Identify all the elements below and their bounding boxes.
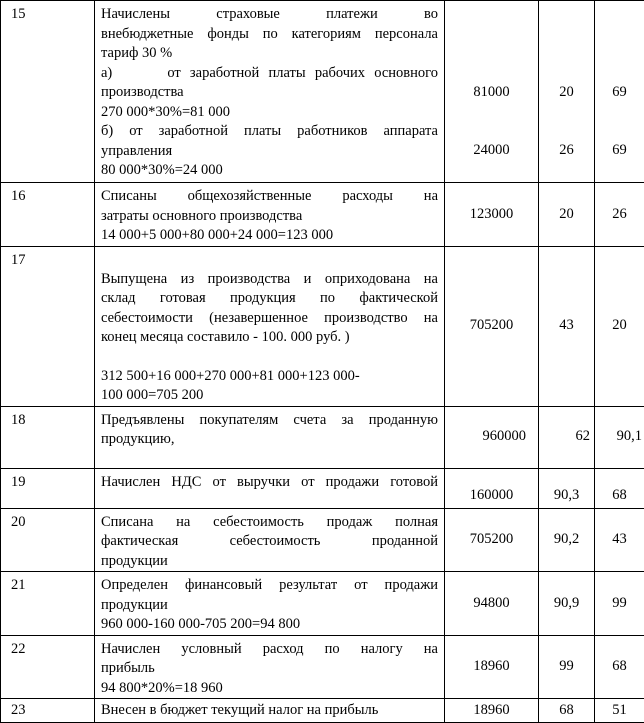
debit-account: 99 (539, 635, 595, 699)
description-line: 312 500+16 000+270 000+81 000+123 000- (101, 367, 438, 387)
description-line: 80 000*30%=24 000 (101, 161, 438, 181)
amount-value: 81000 (445, 83, 538, 103)
table-row (1, 406, 644, 468)
amount-cell: 705200 (445, 246, 539, 406)
credit-account: 99 (595, 572, 644, 636)
amount-cell (445, 1, 539, 183)
row-number: 21 (1, 572, 95, 636)
debit-account: 62 (539, 406, 595, 468)
credit-account: 69 (595, 83, 644, 103)
description-line: производства (101, 83, 438, 103)
description-line: Выпущена из производства и оприходована на (101, 270, 438, 290)
operation-description (95, 406, 445, 468)
table-row (1, 699, 644, 723)
debit-account: 20 (539, 83, 594, 103)
debit-account: 68 (539, 699, 595, 723)
credit-account: 68 (595, 635, 644, 699)
row-number: 20 (1, 508, 95, 572)
row-number: 19 (1, 468, 95, 508)
description-line: 270 000*30%=81 000 (101, 103, 438, 123)
description-line: внебюджетные фонды по категориям персонала (101, 25, 438, 45)
debit-account: 26 (539, 141, 594, 161)
operation-description (95, 635, 445, 699)
table-row (1, 1, 644, 183)
amount-cell: 123000 (445, 183, 539, 247)
description-line: продукцию, (101, 430, 438, 450)
description-line: Внесен в бюджет текущий налог на прибыль (101, 701, 438, 721)
description-line: продукции (101, 552, 438, 572)
operation-description (95, 1, 445, 183)
description-line: фактическая себестоимость проданной (101, 532, 438, 552)
description-line: Начислены страховые платежи во (101, 5, 438, 25)
row-number: 16 (1, 183, 95, 247)
debit-account: 90,3 (539, 468, 595, 508)
amount-cell: 18960 (445, 699, 539, 723)
credit-account: 69 (595, 141, 644, 161)
description-line: конец месяца составило - 100. 000 руб. ) (101, 328, 438, 348)
description-line: Начислен условный расход по налогу на (101, 640, 438, 660)
description-line: тариф 30 % (101, 44, 438, 64)
table-row (1, 468, 644, 508)
amount-cell: 18960 (445, 635, 539, 699)
operation-description (95, 699, 445, 723)
description-line: Определен финансовый результат от продажи (101, 576, 438, 596)
row-number: 17 (1, 246, 95, 406)
operation-description (95, 183, 445, 247)
credit-account: 90,1 (595, 406, 644, 468)
credit-account: 43 (595, 508, 644, 572)
amount-cell: 705200 (445, 508, 539, 572)
table-row (1, 635, 644, 699)
debit-account: 20 (539, 183, 595, 247)
description-line: склад готовая продукция по фактической (101, 289, 438, 309)
description-line: Списаны общехозяйственные расходы на (101, 187, 438, 207)
table-row (1, 246, 644, 406)
credit-account: 68 (595, 468, 644, 508)
description-line: продукции (101, 596, 438, 616)
row-number: 15 (1, 1, 95, 183)
description-line: Предъявлены покупателям счета за проданную (101, 411, 438, 431)
credit-account: 20 (595, 246, 644, 406)
description-line: управления (101, 142, 438, 162)
row-number: 18 (1, 406, 95, 468)
amount-cell: 94800 (445, 572, 539, 636)
credit-account: 51 (595, 699, 644, 723)
description-line: Списана на себестоимость продаж полная (101, 513, 438, 533)
debit-account: 43 (539, 246, 595, 406)
description-line: 100 000=705 200 (101, 386, 438, 406)
description-line: прибыль (101, 659, 438, 679)
amount-cell: 960000 (445, 406, 539, 468)
amount-value: 24000 (445, 141, 538, 161)
table-row (1, 183, 644, 247)
row-number: 23 (1, 699, 95, 723)
operation-description (95, 246, 445, 406)
operation-description (95, 572, 445, 636)
table-row (1, 572, 644, 636)
operation-description (95, 508, 445, 572)
credit-cell (595, 1, 644, 183)
row-number: 22 (1, 635, 95, 699)
description-line: Начислен НДС от выручки от продажи готовой (101, 473, 438, 493)
description-line: б) от заработной платы работников аппарата (101, 122, 438, 142)
operation-description (95, 468, 445, 508)
table-row (1, 508, 644, 572)
amount-cell: 160000 (445, 468, 539, 508)
debit-account: 90,2 (539, 508, 595, 572)
debit-account: 90,9 (539, 572, 595, 636)
description-line: а) от заработной платы рабочих основного (101, 64, 438, 84)
debit-cell (539, 1, 595, 183)
credit-account: 26 (595, 183, 644, 247)
description-line: затраты основного производства (101, 207, 438, 227)
description-line: 94 800*20%=18 960 (101, 679, 438, 699)
description-line: 14 000+5 000+80 000+24 000=123 000 (101, 226, 438, 246)
description-line: себестоимости (незавершенное производство на (101, 309, 438, 329)
description-line: 960 000-160 000-705 200=94 800 (101, 615, 438, 635)
